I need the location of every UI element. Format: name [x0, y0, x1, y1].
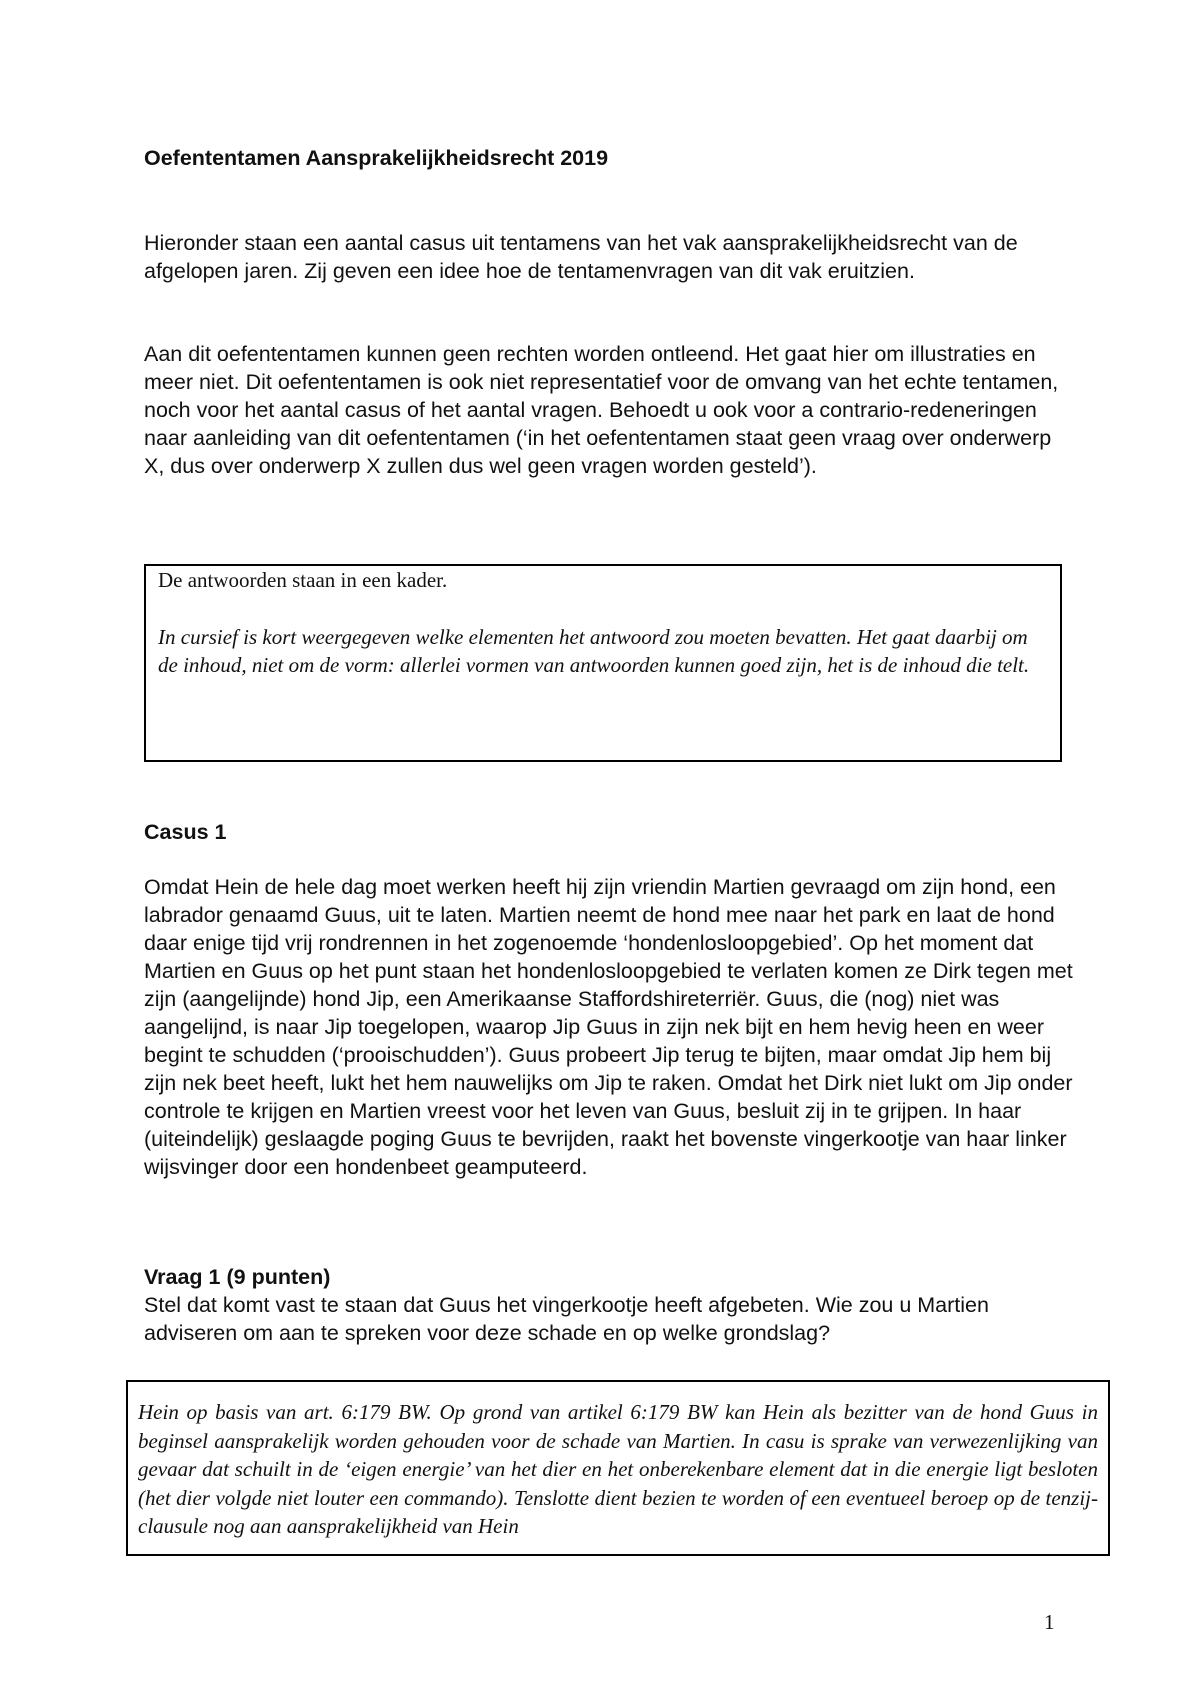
- page-number: 1: [1044, 1610, 1055, 1634]
- answer-box: [126, 1380, 1110, 1556]
- intro-paragraph-2: Aan dit oefententamen kunnen geen rechten worden ontleend. Het gaat hier om illustraties en meer niet. Dit oefententamen is ook niet representatief voor de omvang van het echte tentamen, noch voor het aantal casus of het aantal vragen. Behoedt u ook voor a contrario-redeneringen naar aanleiding van dit oefententamen (‘in het oefententamen staat geen vraag over onderwerp X, dus over onderwerp X zullen dus wel geen vragen worden gesteld’).: [144, 342, 1059, 478]
- answers-info-box: [144, 564, 1062, 762]
- info-box-italic-text: In cursief is kort weergegeven welke elementen het antwoord zou moeten bevatten. Het gaat daarbij om de inhoud, niet om de vorm: allerlei vormen van antwoorden kunnen goed zijn, het is de inhoud die telt.: [158, 625, 1030, 677]
- document-title: Oefententamen Aansprakelijkheidsrecht 2019: [144, 146, 609, 170]
- intro-paragraph-1: Hieronder staan een aantal casus uit tentamens van het vak aansprakelijkheidsrecht van de afgelopen jaren. Zij geven een idee hoe de tentamenvragen van dit vak eruitzien.: [144, 231, 1018, 283]
- info-box-line: De antwoorden staan in een kader.: [158, 568, 448, 592]
- answer-text: Hein op basis van art. 6:179 BW. Op grond van artikel 6:179 BW kan Hein als bezitter van de hond Guus in beginsel aansprakelijk worden gehouden voor de schade van Martien. In casu is sprake van verwezenlijking van gevaar dat schuilt in de ‘eigen energie’ van het dier en het onberekenbare element dat in die energie ligt besloten (het dier volgde niet louter een commando). Tenslotte dient bezien te worden of een eventueel beroep op de tenzij-clausule nog aan aansprakelijkheid van Hein: [138, 1400, 1098, 1538]
- question-text: Stel dat komt vast te staan dat Guus het vingerkootje heeft afgebeten. Wie zou u Martien adviseren om aan te spreken voor deze schade en op welke grondslag?: [144, 1293, 989, 1345]
- question-heading: Vraag 1 (9 punten): [144, 1265, 331, 1289]
- casus-text: Omdat Hein de hele dag moet werken heeft hij zijn vriendin Martien gevraagd om zijn hond, een labrador genaamd Guus, uit te laten. Martien neemt de hond mee naar het park en laat de hond daar enige tijd vrij rondrennen in het zogenoemde ‘hondenlosloopgebied’. Op het moment dat Martien en Guus op het punt staan het hondenlosloopgebied te verlaten komen ze Dirk tegen met zijn (aangelijnde) hond Jip, een Amerikaanse Staffordshireterriër. Guus, die (nog) niet was aangelijnd, is naar Jip toegelopen, waarop Jip Guus in zijn nek bijt en hem hevig heen en weer begint te schudden (‘prooischudden’). Guus probeert Jip terug te bijten, maar omdat Jip hem bij zijn nek beet heeft, lukt het hem nauwelijks om Jip te raken. Omdat het Dirk niet lukt om Jip onder controle te krijgen en Martien vreest voor het leven van Guus, besluit zij in te grijpen. In haar (uiteindelijk) geslaagde poging Guus te bevrijden, raakt het bovenste vingerkootje van haar linker wijsvinger door een hondenbeet geamputeerd.: [144, 875, 1073, 1179]
- casus-heading: Casus 1: [144, 820, 227, 844]
